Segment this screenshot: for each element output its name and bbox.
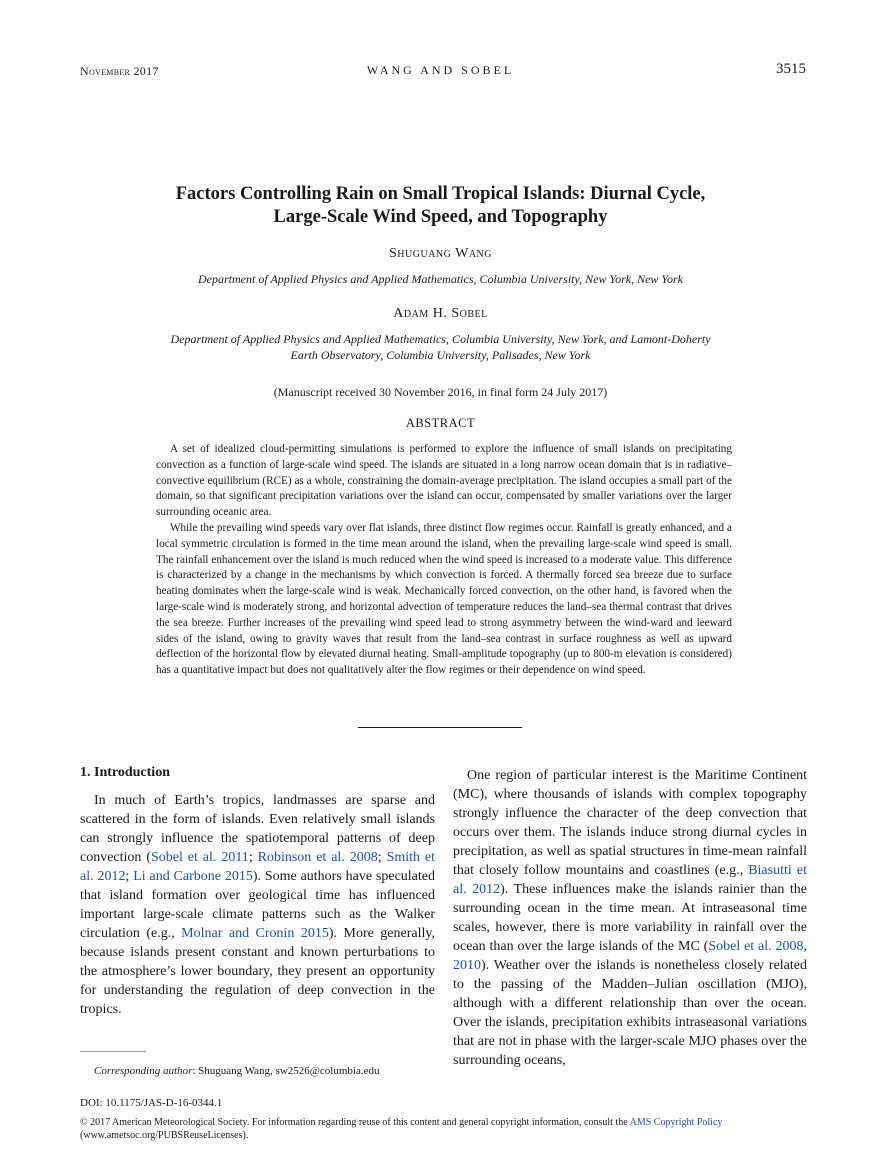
- citation-link[interactable]: Molnar and Cronin 2015: [181, 926, 329, 941]
- intro-left-column: [80, 791, 435, 1019]
- abstract-paragraph: While the prevailing wind speeds vary over flat islands, three distinct flow regimes occur. Rainfall is greatly enhanced, and a local symmetric circulation is formed in the time mean around the island, when the prevailing large-scale wind speed is small. The rainfall enhancement over the island is much reduced when the wind speed is increased to a moderate value. This difference is characterized by a change in the mechanisms by which convection is forced. A thermally forced sea breeze due to surface heating dominates when the large-scale wind is weak. Mechanically forced convection, on the other hand, is favored when the large-scale wind is moderately strong, and horizontal advection of temperature reduces the land–sea thermal contrast that drives the sea breeze. Further increases of the prevailing wind speed lead to strong asymmetry between the wind-ward and leeward sides of the island, owing to gravity waves that result from the land–sea contrast in surface roughness as well as upward deflection of the horizontal flow by elevated diurnal heating. Small-amplitude topography (up to 800-m elevation is considered) has a quantitative impact but does not qualitatively alter the flow regimes or their dependence on wind speed.: [156, 521, 732, 677]
- intro-paragraph-2: One region of particular interest is the Maritime Continent (MC), where thousands of islands with complex topography strongly influence the character of the deep convection that occurs over them. The islands induce strong diurnal cycles in precipitation, as well as spatial structures in time-mean rainfall that closely follow mountains and coastlines (e.g., Biasutti et al. 2012). These influences make the islands rainier than the surrounding ocean in the time mean. At intraseasonal time scales, however, there is more variability in rainfall over the ocean than over the large islands of the MC (Sobel et al. 2008, 2010). Weather over the islands is nonetheless closely related to the passing of the Madden–Julian oscillation (MJO), although with a different relationship than over the ocean. Over the islands, precipitation exhibits intraseasonal variations that are not in phase with the larger-scale MJO phases over the surrounding oceans,: [453, 768, 807, 1068]
- manuscript-received: (Manuscript received 30 November 2016, in final form 24 July 2017): [273, 385, 608, 399]
- section-divider: [358, 727, 522, 728]
- title-line-1: Factors Controlling Rain on Small Tropical Islands: Diurnal Cycle,: [175, 184, 706, 204]
- citation-link[interactable]: Sobel et al. 2008: [708, 939, 804, 954]
- author-affiliation-2: [0, 331, 881, 363]
- paper-title: [0, 183, 881, 229]
- corresponding-author-footnote: Corresponding author: Shuguang Wang, sw2526@columbia.edu: [94, 1065, 380, 1077]
- copyright-policy-link[interactable]: AMS Copyright Policy: [629, 1117, 723, 1128]
- author-affiliation-1: Department of Applied Physics and Applied Mathematics, Columbia University, New York, New York: [198, 272, 683, 286]
- affiliation-line-1: Department of Applied Physics and Applied Mathematics, Columbia University, New York, and Lamont-Doherty: [170, 332, 711, 346]
- footnote-rule: [80, 1051, 146, 1052]
- abstract-paragraph: A set of idealized cloud-permitting simulations is performed to explore the influence of small islands on precipitating convection as a function of large-scale wind speed. The islands are situated in a long narrow ocean domain that is in radiative–convective equilibrium (RCE) as a whole, constraining the domain-average precipitation. The island occupies a small part of the domain, so that significant precipitation variations over the island can occur, compensated by smaller variations over the larger surrounding oceanic area.: [156, 443, 732, 519]
- citation-link[interactable]: Smith et al. 2012: [80, 850, 436, 884]
- author-name-2: Adam H. Sobel: [393, 306, 488, 321]
- doi: DOI: 10.1175/JAS-D-16-0344.1: [80, 1097, 223, 1109]
- page-number: 3515: [776, 61, 806, 77]
- citation-link[interactable]: Li and Carbone 2015: [133, 869, 253, 884]
- abstract-heading: ABSTRACT: [405, 416, 476, 430]
- citation-link[interactable]: Sobel et al. 2011: [151, 850, 249, 865]
- copyright-notice: © 2017 American Meteorological Society. For information regarding reuse of this content and general copyright information, consult the AMS Copyright Policy (www.ametsoc.org/PUBSReuseLicenses).: [80, 1117, 723, 1141]
- citation-link[interactable]: Robinson et al. 2008: [257, 850, 378, 865]
- abstract-body: [156, 442, 732, 679]
- intro-paragraph-1: In much of Earth’s tropics, landmasses are sparse and scattered in the form of islands. Even relatively small islands can strongly influence the spatiotemporal patterns of deep convection (Sobel et al. 2011; Robinson et al. 2008; Smith et al. 2012; Li and Carbone 2015). Some authors have speculated that island formation over geological time has influenced important large-scale climate patterns such as the Walker circulation (e.g., Molnar and Cronin 2015). More generally, because islands present constant and known perturbations to the atmosphere’s lower boundary, they present an opportunity for understanding the regulation of deep convection in the tropics.: [80, 793, 436, 1017]
- author-name-1: Shuguang Wang: [389, 246, 492, 261]
- section-heading-introduction: 1. Introduction: [80, 765, 170, 780]
- citation-link[interactable]: 2010: [453, 958, 481, 973]
- running-header-date: November 2017: [80, 64, 159, 78]
- running-header-authors: WANG AND SOBEL: [366, 63, 515, 77]
- affiliation-line-2: Earth Observatory, Columbia University, Palisades, New York: [290, 348, 591, 362]
- citation-link[interactable]: Biasutti et al. 2012: [453, 863, 807, 897]
- intro-right-column: [453, 766, 807, 1070]
- title-line-2: Large-Scale Wind Speed, and Topography: [273, 207, 608, 227]
- reuse-licenses-url: www.ametsoc.org/PUBSReuseLicenses: [83, 1130, 243, 1141]
